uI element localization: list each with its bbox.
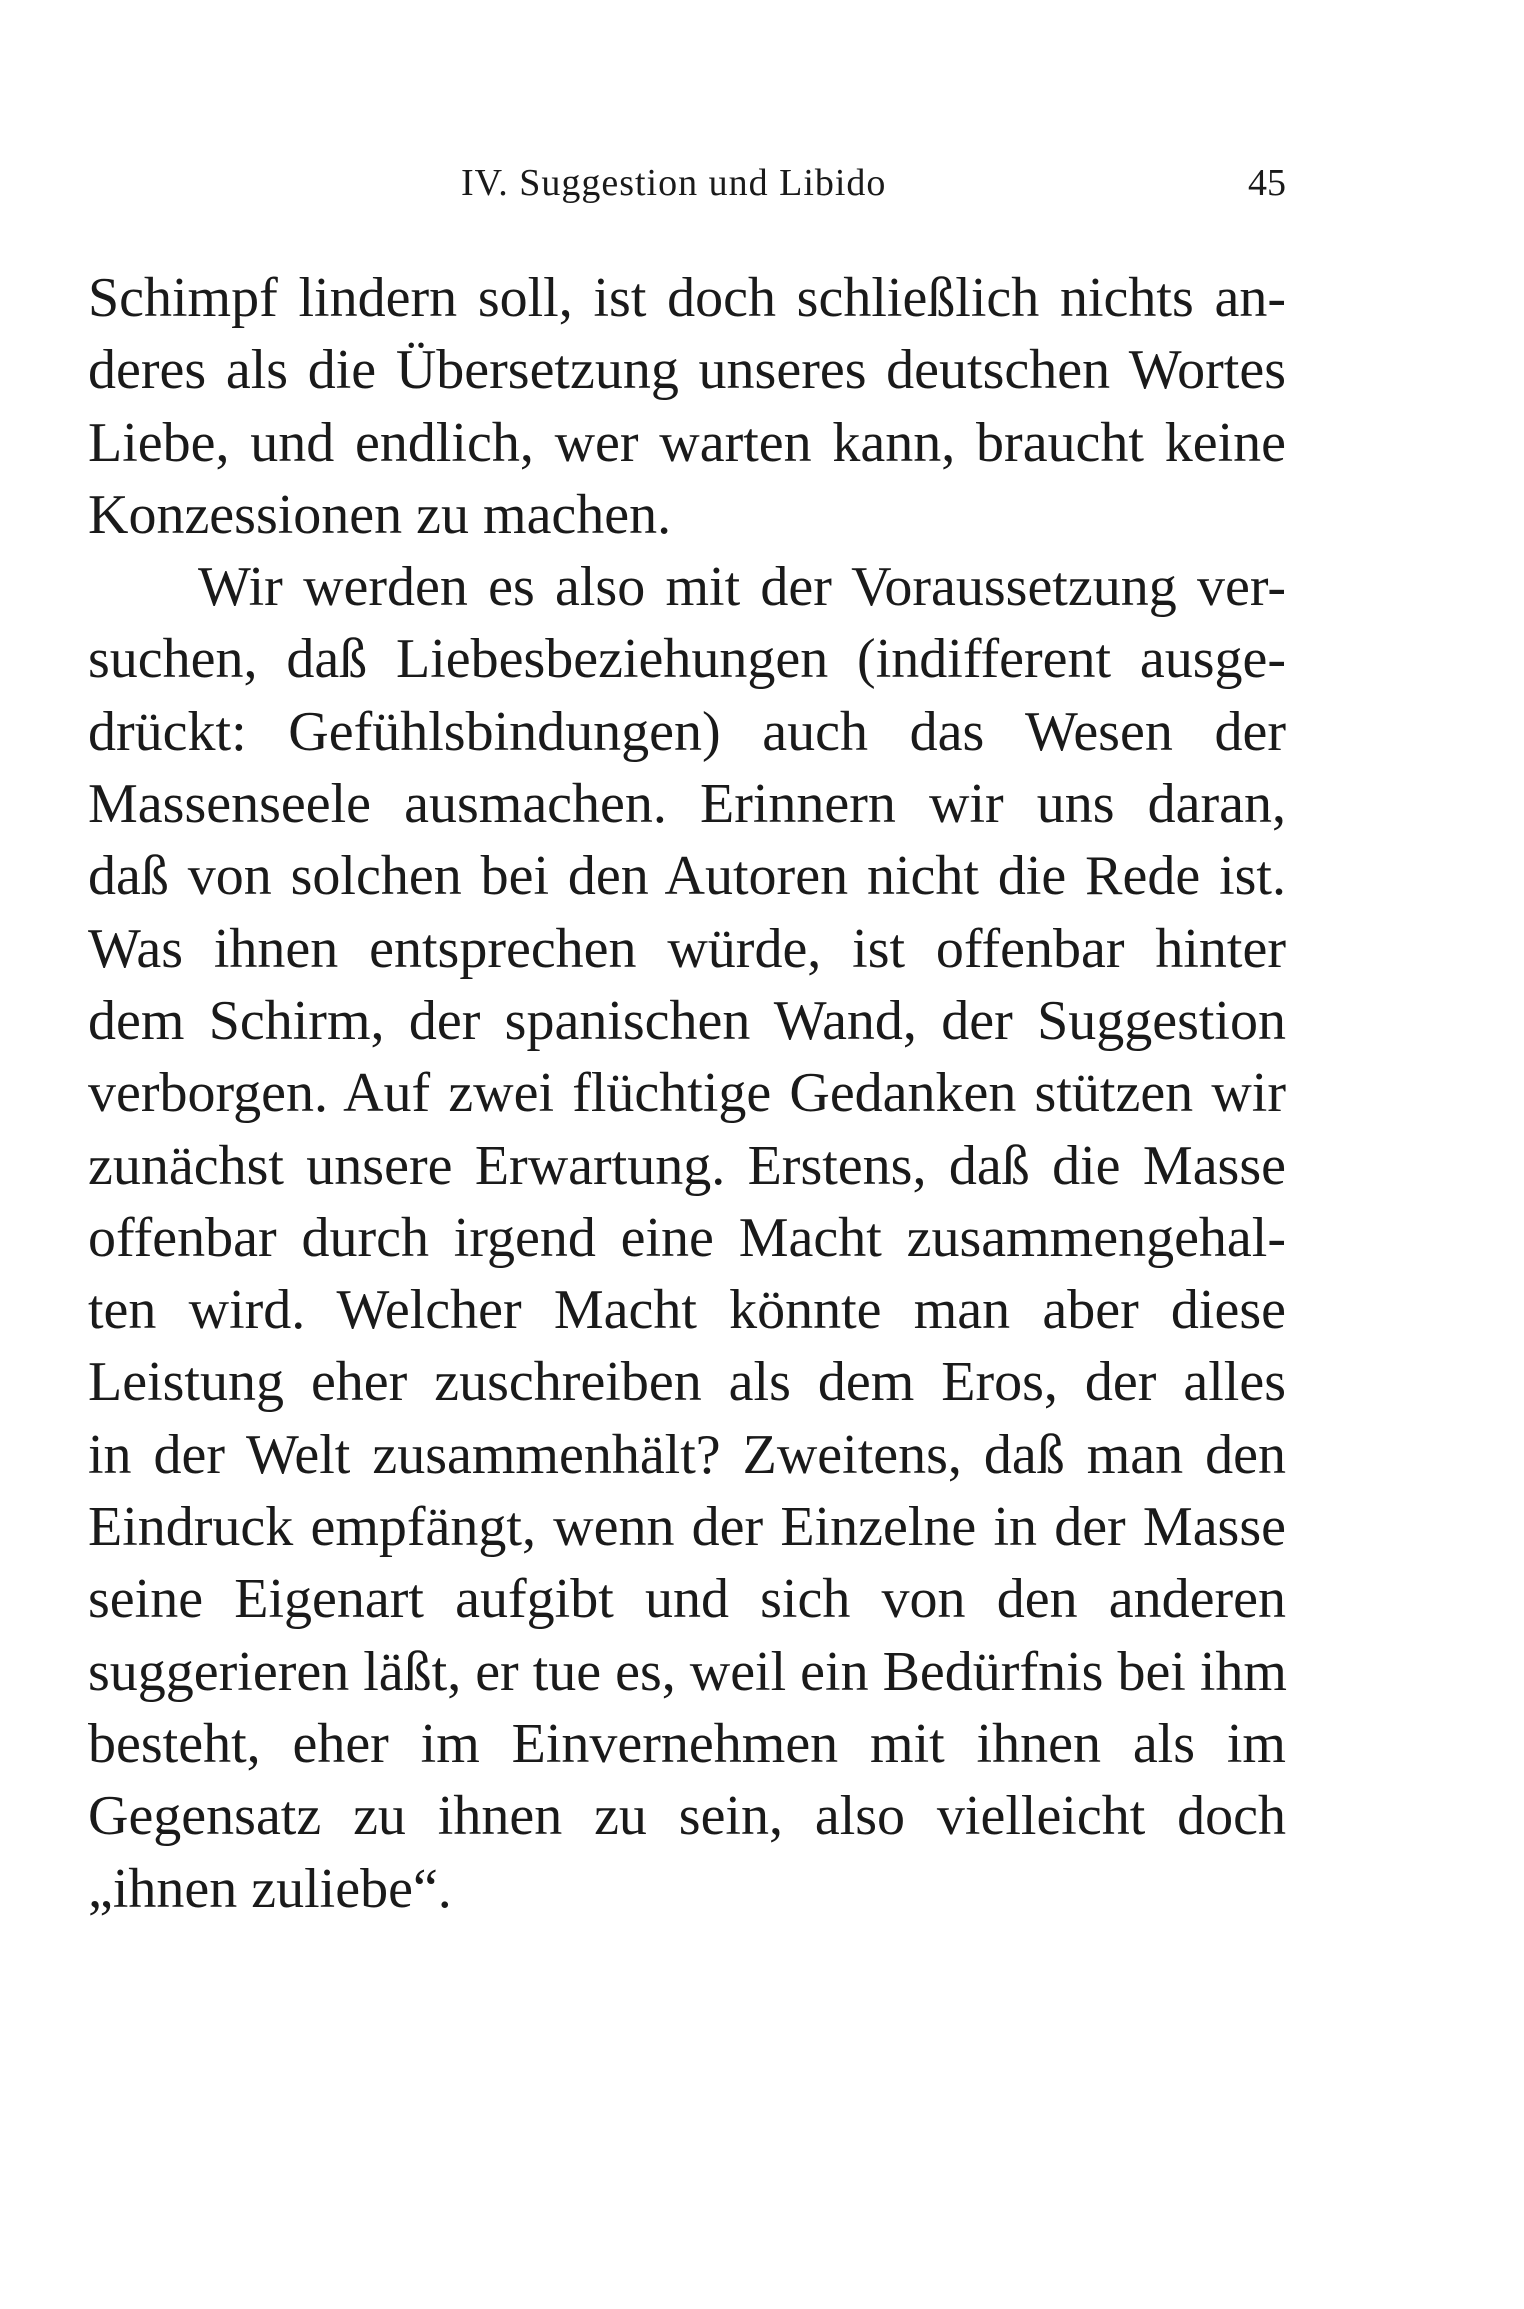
text-line: Eindruck empfängt, wenn der Einzelne in der Masse <box>88 1496 1286 1559</box>
running-head <box>88 158 1286 208</box>
text-line: in der Welt zusammenhält? Zweitens, daß man den <box>88 1423 1286 1486</box>
running-title: IV. Suggestion und Libido <box>461 162 887 204</box>
text-line: daß von solchen bei den Autoren nicht die Rede ist. <box>88 845 1286 908</box>
text-line: seine Eigenart aufgibt und sich von den anderen <box>88 1568 1286 1631</box>
text-line: Was ihnen entsprechen würde, ist offenbar hinter <box>88 917 1286 980</box>
text-line: offenbar durch irgend eine Macht zusammengehal- <box>88 1206 1286 1269</box>
text-line: ten wird. Welcher Macht könnte man aber diese <box>88 1279 1286 1342</box>
page-number: 45 <box>1248 162 1286 204</box>
body-text <box>88 262 1286 1925</box>
text-line: drückt: Gefühlsbindungen) auch das Wesen der <box>88 700 1286 763</box>
text-line: suchen, daß Liebesbeziehungen (indifferent ausge- <box>88 628 1286 691</box>
text-line: Wir werden es also mit der Voraussetzung ver- <box>198 556 1286 619</box>
text-line: verborgen. Auf zwei flüchtige Gedanken stützen wir <box>88 1062 1286 1125</box>
text-line: suggerieren läßt, er tue es, weil ein Bedürfnis bei ihm <box>88 1640 1287 1703</box>
text-line: deres als die Übersetzung unseres deutschen Wortes <box>88 339 1286 402</box>
text-line: Schimpf lindern soll, ist doch schließlich nichts an- <box>88 267 1286 329</box>
text-line: Leistung eher zuschreiben als dem Eros, der alles <box>88 1351 1286 1414</box>
text-line: Liebe, und endlich, wer warten kann, braucht keine <box>88 411 1286 474</box>
text-line: zunächst unsere Erwartung. Erstens, daß die Masse <box>88 1134 1286 1197</box>
text-line: Gegensatz zu ihnen zu sein, also vielleicht doch <box>88 1785 1286 1848</box>
text-line: Massenseele ausmachen. Erinnern wir uns daran, <box>88 773 1286 836</box>
text-line: dem Schirm, der spanischen Wand, der Suggestion <box>88 989 1286 1052</box>
text-line: Konzessionen zu machen. <box>88 483 672 546</box>
text-line: besteht, eher im Einvernehmen mit ihnen als im <box>88 1712 1286 1775</box>
text-line: „ihnen zuliebe“. <box>88 1857 452 1920</box>
